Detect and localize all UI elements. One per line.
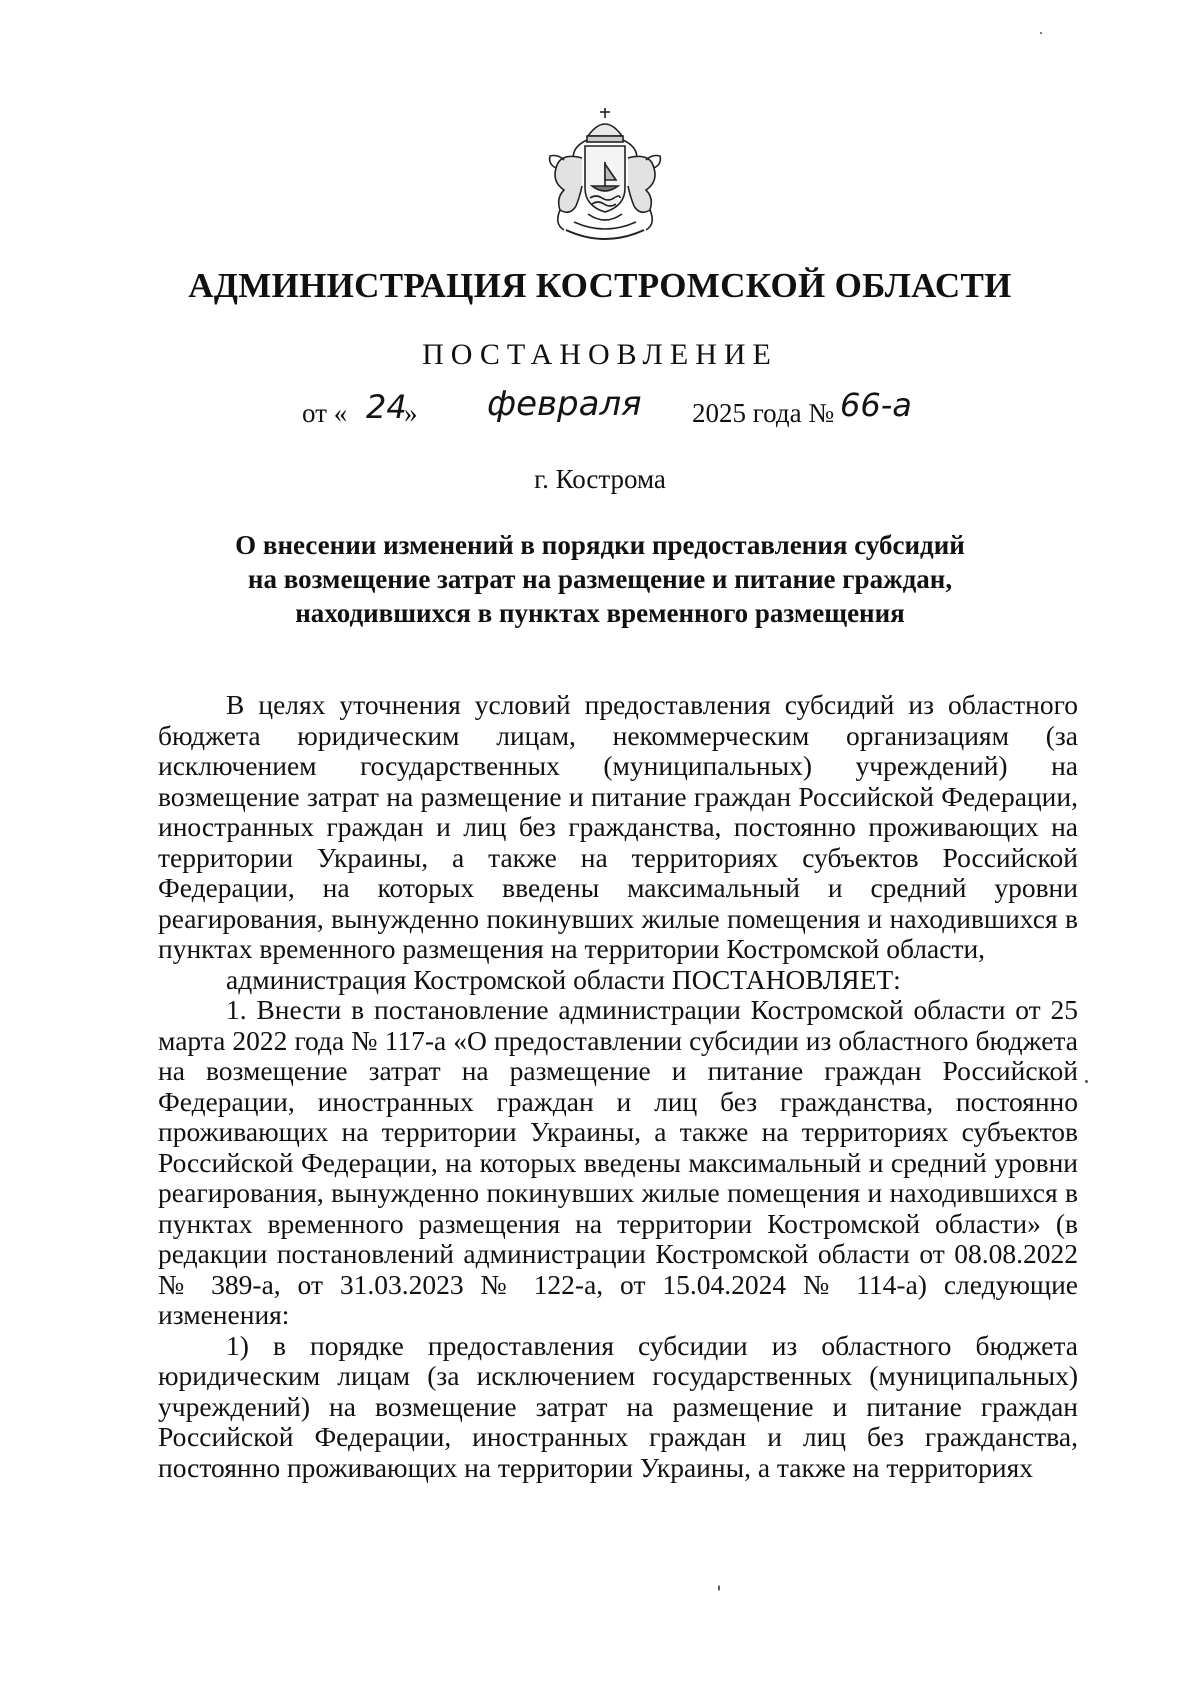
item-1-1-paragraph: 1) в порядке предоставления субсидии из областного бюджета юридическим лицам (за исключением государственных (муниципальных) учреждений) на возмещение затрат на размещение и питание граждан Российской Федерации, иностранных граждан и лиц без гражданства, постоянно проживающих на территории Украины, а также на территориях xyxy=(158,1329,1078,1483)
date-day-handwritten: 24 xyxy=(366,388,407,426)
title-line: О внесении изменений в порядки предоставления субсидий xyxy=(235,530,965,560)
scan-speck xyxy=(718,1585,720,1591)
document-type: ПОСТАНОВЛЕНИЕ xyxy=(422,338,778,371)
organization-name: АДМИНИСТРАЦИЯ КОСТРОМСКОЙ ОБЛАСТИ xyxy=(188,266,1012,305)
document-body xyxy=(158,690,1078,1483)
resolution-clause: администрация Костромской области ПОСТАНОВЛЯЕТ: xyxy=(226,963,901,995)
title-line: на возмещение затрат на размещение и питание граждан, xyxy=(247,564,953,594)
scan-speck xyxy=(1085,1080,1088,1083)
city: г. Кострома xyxy=(534,464,666,494)
document-title xyxy=(150,528,1050,630)
coat-of-arms-icon xyxy=(530,102,680,252)
preamble-paragraph: В целях уточнения условий предоставления субсидий из областного бюджета юридическим лицам, некоммерческим организациям (за исключением государственных (муниципальных) учреждений) на возмещение затрат на размещение и питание граждан Российской Федерации, иностранных граждан и лиц без гражданства, постоянно проживающих на территории Украины, а также на территориях субъектов Российской Федерации, на которых введены максимальный и средний уровни реагирования, вынужденно покинувших жилые помещения и находившихся в пунктах временного размещения на территории Костромской области, xyxy=(158,689,1078,964)
item-1-paragraph: 1. Внести в постановление администрации Костромской области от 25 марта 2022 года № 117-а «О предоставлении субсидии из областного бюджета на возмещение затрат на размещение и питание граждан Российской Федерации, иностранных граждан и лиц без гражданства, постоянно проживающих на территории Украины, а также на территориях субъектов Российской Федерации, на которых введены максимальный и средний уровни реагирования, вынужденно покинувших жилые помещения и находившихся в пунктах временного размещения на территории Костромской области» (в редакции постановлений администрации Костромской области от 08.08.2022 № 389-а, от 31.03.2023 № 122-а, от 15.04.2024 № 114-а) следующие изменения: xyxy=(158,994,1078,1330)
document-number-handwritten: 66-а xyxy=(840,386,912,424)
date-year-number-label: 2025 года № xyxy=(692,398,835,428)
date-month-handwritten: февраля xyxy=(487,384,642,424)
date-prefix: от « xyxy=(302,398,348,428)
date-quote-close: » xyxy=(404,398,418,428)
title-line: находившихся в пунктах временного размещения xyxy=(295,598,905,628)
scan-speck xyxy=(1040,32,1042,34)
